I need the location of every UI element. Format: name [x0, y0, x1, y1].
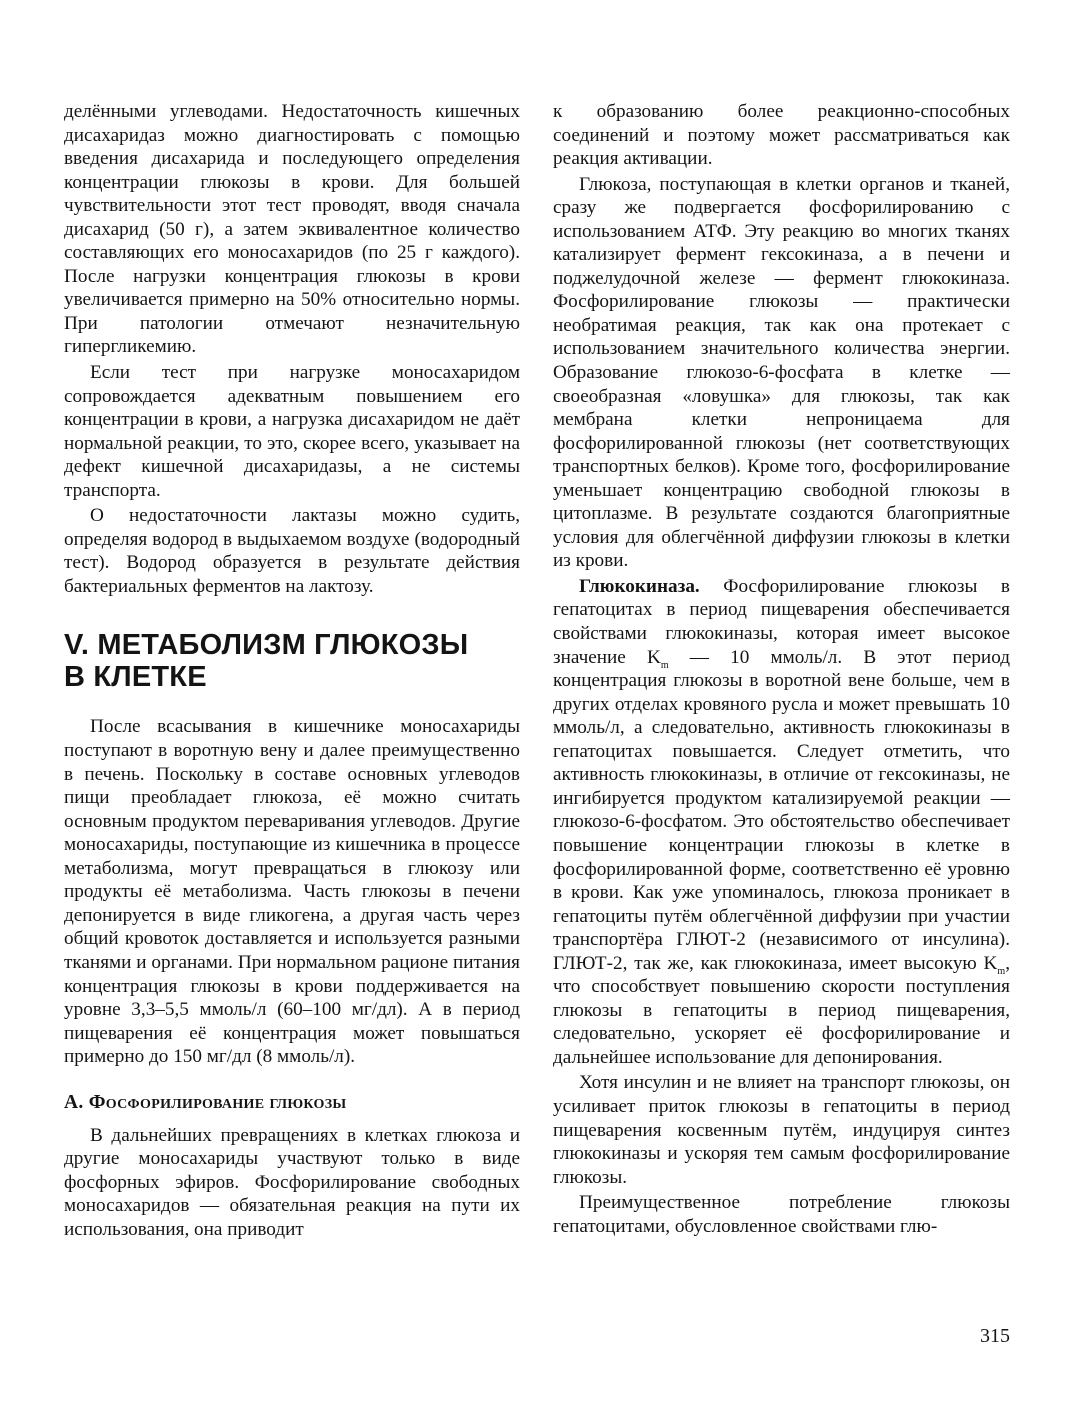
section-heading: [64, 629, 520, 693]
term-glucokinase: Глюкокиназа.: [579, 575, 700, 597]
subsection-heading: А. Фосфорилирование глюкозы: [64, 1091, 347, 1113]
paragraph: О недостаточности лактазы можно судить, определяя водород в выдыхаемом воздухе (водородный тест). Водород образуется в результате действия бактериальных ферментов на лактозу.: [64, 505, 520, 597]
page-number: 315: [980, 1325, 1010, 1347]
paragraph: В дальнейших превращениях в клетках глюкоза и другие моносахариды участвуют только в виде фосфорных эфиров. Фосфорилирование свободных моносахаридов — обязательная реакция на пути их использования, она приводит: [64, 1124, 520, 1240]
paragraph-glucokinase: [553, 575, 1010, 1069]
km-subscript: m: [997, 965, 1006, 977]
text-run: — 10 ммоль/л. В этот период концентрация глюкозы в воротной вене больше, чем в других отделах кровяного русла и может превышать 10 ммоль/л, а следовательно, активность глюкокиназы в гепатоцитах повышается. Следует отметить, что активность глюкокиназы, в отличие от гексокиназы, не ингибируется продуктом катализируемой реакции — глюкозо-6-фосфатом. Это обстоятельство обеспечивает повышение концентрации глюкозы в клетке в фосфорилированной форме, соответственно её уровню в крови. Как уже упоминалось, глюкоза проникает в гепатоциты путём облегчённой диффузии при участии транспортёра ГЛЮТ-2 (независимого от инсулина). ГЛЮТ-2, так же, как глюкокиназа, имеет высокую K: [553, 646, 1010, 974]
paragraph: Если тест при нагрузке моносахаридом сопровождается адекватным повышением его концентрации в крови, а нагрузка дисахаридом не даёт нормальной реакции, то это, скорее всего, указывает на дефект кишечной дисахаридазы, а не системы транспорта.: [64, 362, 520, 501]
text-run: Фосфорилирование глюкозы в гепатоцитах в период пищеварения обеспечивается свойствами глюкокиназы, которая имеет высокое значение K: [553, 575, 1010, 668]
paragraph: Преимущественное потребление глюкозы гепатоцитами, обусловленное свойствами глю-: [553, 1192, 1010, 1237]
left-column: [64, 100, 520, 1241]
paragraph: Глюкоза, поступающая в клетки органов и тканей, сразу же подвергается фосфорилированию с использованием АТФ. Эту реакцию во многих тканях катализирует фермент гексокиназа, а в печени и поджелудочной железе — фермент глюкокиназа. Фосфорилирование глюкозы — практически необратимая реакция, так как она протекает с использованием значительного количества энергии. Образование глюкозо-6-фосфата в клетке — своеобразная «ловушка» для глюкозы, так как мембрана клетки непроницаема для фосфорилированной глюкозы (нет соответствующих транспортных белков). Кроме того, фосфорилирование уменьшает концентрацию свободной глюкозы в цитоплазме. В результате создаются благоприятные условия для облегчённой диффузии глюкозы в клетки из крови.: [553, 173, 1010, 572]
section-heading-line: V. МЕТАБОЛИЗМ ГЛЮКОЗЫ: [64, 629, 469, 662]
text-run: , что способствует повышению скорости поступления глюкозы в гепатоциты в период пищеварения, следовательно, ускоряет её фосфорилирование и дальнейшее использование для депонирования.: [553, 952, 1010, 1068]
paragraph: делёнными углеводами. Недостаточность кишечных дисахаридаз можно диагностировать с помощью введения дисахарида и последующего определения концентрации глюкозы в крови. Для большей чувствительности этот тест проводят, вводя сначала дисахарид (50 г), а затем эквивалентное количество составляющих его моносахаридов (по 25 г каждого). После нагрузки концентрация глюкозы в крови увеличивается примерно на 50% относительно нормы. При патологии отмечают незначительную гипергликемию.: [64, 101, 520, 358]
paragraph: Хотя инсулин и не влияет на транспорт глюкозы, он усиливает приток глюкозы в гепатоциты в период пищеварения косвенным путём, индуцируя синтез глюкокиназы и ускоряя тем самым фосфорилирование глюкозы.: [553, 1072, 1010, 1188]
km-subscript: m: [660, 659, 669, 671]
right-column: [553, 100, 1010, 1238]
section-heading-line: В КЛЕТКЕ: [64, 661, 207, 694]
paragraph: После всасывания в кишечнике моносахариды поступают в воротную вену и далее преимущественно в печень. Поскольку в составе основных углеводов пищи преобладает глюкоза, её можно считать основным продуктом переваривания углеводов. Другие моносахариды, поступающие из кишечника в процессе метаболизма, могут превращаться в глюкозу или продукты её метаболизма. Часть глюкозы в печени депонируется в виде гликогена, а другая часть через общий кровоток доставляется и используется разными тканями и органами. При нормальном рационе питания концентрация глюкозы в крови поддерживается на уровне 3,3–5,5 ммоль/л (60–100 мг/дл). А в период пищеварения её концентрация может повышаться примерно до 150 мг/дл (8 ммоль/л).: [64, 716, 520, 1068]
paragraph: к образованию более реакционно-способных соединений и поэтому может рассматриваться как реакция активации.: [553, 101, 1010, 170]
